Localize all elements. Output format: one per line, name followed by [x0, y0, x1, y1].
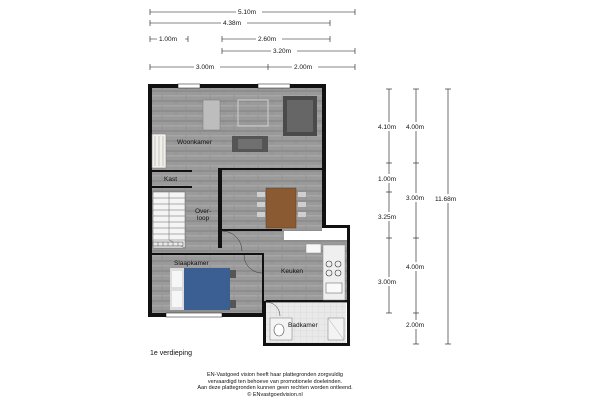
dim-4-10: 4.10m — [378, 124, 397, 131]
dim-3-00: 3.00m — [196, 64, 215, 71]
coffee-table — [203, 100, 220, 130]
sofa — [283, 96, 317, 136]
dim-4-38: 4.38m — [223, 20, 242, 27]
disclaimer-line: EN-Vastgoed vision heeft haar plattegronden zorgvuldig — [207, 372, 343, 378]
dim-3-25: 3.25m — [378, 214, 397, 221]
dim-4-00-a: 4.00m — [406, 124, 425, 131]
dim-2-00-v: 2.00m — [406, 322, 425, 329]
bookshelf — [152, 134, 166, 168]
dim-3-00-b: 3.00m — [406, 195, 425, 202]
stairs — [153, 192, 185, 248]
dim-1-00: 1.00m — [159, 36, 178, 43]
disclaimer-line: © ENvastgoedvision.nl — [247, 391, 303, 398]
dim-3-00-v: 3.00m — [378, 279, 397, 286]
dim-3-20: 3.20m — [273, 48, 292, 55]
room-label-keuken: Keuken — [281, 268, 304, 275]
disclaimer-line: Aan deze plattegronden kunnen geen rechten worden ontleend. — [197, 385, 353, 392]
disclaimer — [160, 372, 390, 398]
room-label-badkamer: Badkamer — [288, 322, 318, 329]
dim-5-10: 5.10m — [238, 9, 257, 16]
room-label-kast: Kast — [164, 176, 178, 183]
dim-1-00-v: 1.00m — [378, 176, 397, 183]
dim-4-00-b: 4.00m — [406, 264, 425, 271]
armchair — [232, 136, 268, 152]
floor-label: 1e verdieping — [150, 350, 193, 357]
disclaimer-line: vervaardigd ten behoeve van promotionele doeleinden. — [207, 378, 343, 385]
dim-2-00: 2.00m — [294, 64, 313, 71]
dim-11-68: 11.68m — [435, 196, 457, 203]
bed — [170, 268, 236, 310]
dim-2-60: 2.60m — [258, 36, 277, 43]
room-label-slaapkamer: Slaapkamer — [174, 260, 209, 267]
railing — [153, 242, 183, 246]
room-label-overloop-2: loop — [197, 215, 210, 222]
room-label-overloop-1: Over- — [195, 208, 212, 215]
room-label-woonkamer: Woonkamer — [177, 139, 212, 146]
